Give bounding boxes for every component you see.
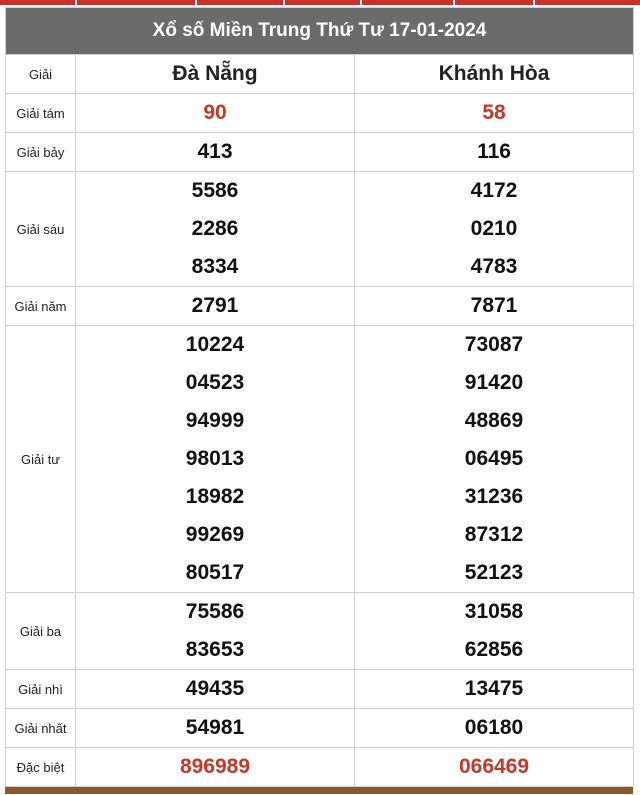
province-header-khanh-hoa[interactable]: Khánh Hòa [355, 55, 634, 94]
province-header-da-nang[interactable]: Đà Nẵng [76, 55, 355, 94]
prize-row-giai-nhat [6, 709, 634, 748]
winning-number: 5586 [191, 179, 239, 202]
winning-number: 52123 [464, 561, 524, 584]
result-cell-khanh-hoa [355, 709, 634, 748]
result-cell-da-nang [76, 593, 355, 670]
result-cell-khanh-hoa [355, 172, 634, 287]
prize-label: Giải bảy [6, 133, 76, 172]
prize-label: Giải sáu [6, 172, 76, 287]
prize-row-giai-bay [6, 133, 634, 172]
winning-number: 06180 [464, 716, 524, 739]
top-accent-bar [0, 0, 640, 5]
prize-rows [6, 94, 634, 787]
winning-number: 4172 [470, 179, 518, 202]
prize-row-giai-nam [6, 287, 634, 326]
result-cell-da-nang [76, 133, 355, 172]
winning-number: 73087 [464, 333, 524, 356]
result-cell-da-nang [76, 670, 355, 709]
winning-number: 98013 [185, 447, 245, 470]
prize-label: Giải tư [6, 326, 76, 593]
winning-number: 18982 [185, 485, 245, 508]
prize-row-giai-nhi [6, 670, 634, 709]
winning-number: 48869 [464, 409, 524, 432]
winning-number: 62856 [464, 638, 524, 661]
winning-number: 31236 [464, 485, 524, 508]
result-cell-khanh-hoa [355, 287, 634, 326]
bottom-accent-bar [5, 787, 633, 794]
prize-row-dac-biet [6, 748, 634, 787]
prize-label: Giải nhất [6, 709, 76, 748]
lottery-results-table [5, 7, 634, 787]
winning-number: 0210 [470, 217, 518, 240]
winning-number: 04523 [185, 371, 245, 394]
winning-number: 80517 [185, 561, 245, 584]
results-title: Xổ số Miền Trung Thứ Tư 17-01-2024 [6, 8, 634, 55]
winning-number: 91420 [464, 371, 524, 394]
prize-row-giai-sau [6, 172, 634, 287]
winning-number: 2791 [191, 294, 239, 317]
prize-column-header: Giải [6, 55, 76, 94]
winning-number: 066469 [458, 755, 530, 778]
winning-number: 58 [482, 101, 506, 124]
winning-number: 75586 [185, 600, 245, 623]
prize-label: Đặc biệt [6, 748, 76, 787]
winning-number: 10224 [185, 333, 245, 356]
winning-number: 54981 [185, 716, 245, 739]
result-cell-da-nang [76, 94, 355, 133]
winning-number: 90 [203, 101, 227, 124]
winning-number: 06495 [464, 447, 524, 470]
result-cell-khanh-hoa [355, 670, 634, 709]
winning-number: 49435 [185, 677, 245, 700]
winning-number: 116 [477, 140, 511, 163]
result-cell-khanh-hoa [355, 326, 634, 593]
result-cell-khanh-hoa [355, 94, 634, 133]
winning-number: 413 [197, 140, 233, 163]
result-cell-da-nang [76, 287, 355, 326]
result-cell-khanh-hoa [355, 133, 634, 172]
result-cell-da-nang [76, 172, 355, 287]
winning-number: 896989 [179, 755, 251, 778]
winning-number: 8334 [191, 255, 239, 278]
winning-number: 7871 [470, 294, 518, 317]
winning-number: 94999 [185, 409, 245, 432]
prize-row-giai-tu [6, 326, 634, 593]
prize-row-giai-tam [6, 94, 634, 133]
prize-label: Giải ba [6, 593, 76, 670]
winning-number: 4783 [470, 255, 518, 278]
result-cell-da-nang [76, 748, 355, 787]
winning-number: 87312 [464, 523, 524, 546]
result-cell-da-nang [76, 326, 355, 593]
winning-number: 99269 [185, 523, 245, 546]
prize-label: Giải tám [6, 94, 76, 133]
winning-number: 31058 [464, 600, 524, 623]
prize-label: Giải nhì [6, 670, 76, 709]
winning-number: 83653 [185, 638, 245, 661]
prize-label: Giải năm [6, 287, 76, 326]
winning-number: 13475 [464, 677, 524, 700]
result-cell-khanh-hoa [355, 748, 634, 787]
results-container [5, 7, 633, 787]
header-row [6, 55, 634, 94]
prize-row-giai-ba [6, 593, 634, 670]
winning-number: 2286 [191, 217, 239, 240]
result-cell-khanh-hoa [355, 593, 634, 670]
result-cell-da-nang [76, 709, 355, 748]
